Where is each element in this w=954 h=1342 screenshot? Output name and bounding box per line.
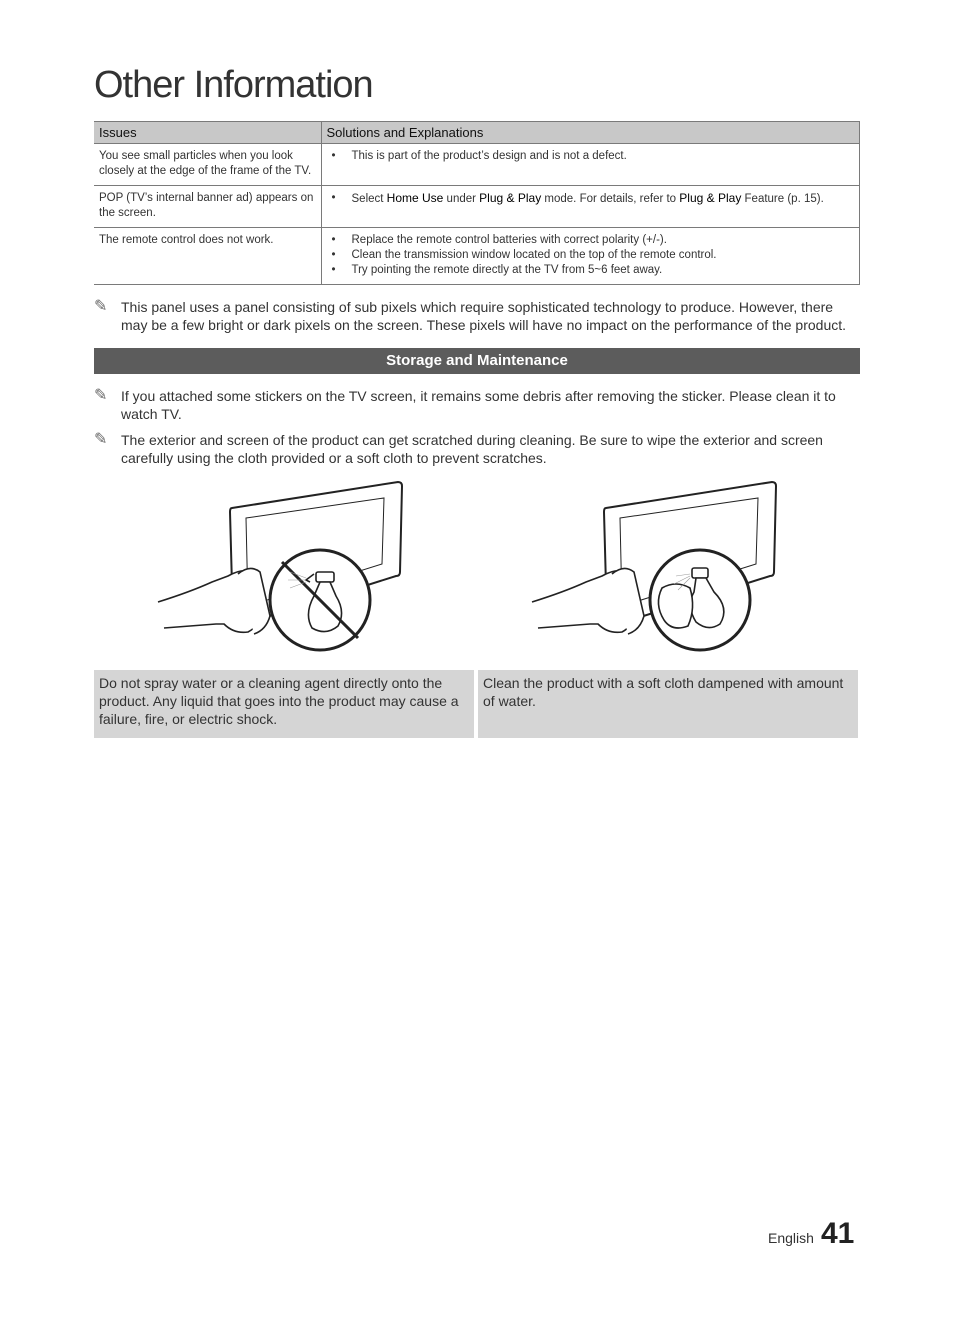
page-number: 41 <box>821 1217 855 1250</box>
note-scratch <box>94 431 862 467</box>
keyword-plug-and-play: Plug & Play <box>479 191 542 205</box>
spray-on-cloth-illustration <box>524 476 824 658</box>
table-row <box>94 144 860 186</box>
table-header-row <box>94 122 860 144</box>
solution-text: under <box>443 193 480 205</box>
issue-cell: The remote control does not work. <box>94 228 321 285</box>
solution-cell <box>321 144 860 186</box>
keyword-home-use: Home Use <box>386 191 444 205</box>
solution-item: • Try pointing the remote directly at the TV from 5~6 feet away. <box>332 263 855 278</box>
pencil-note-icon: ✎ <box>94 431 108 448</box>
solution-text: Select <box>351 193 387 205</box>
footer-language: English <box>768 1230 814 1246</box>
table-row <box>94 186 860 228</box>
solution-text: mode. For details, refer to <box>541 193 680 205</box>
solution-item: • Clean the transmission window located on the top of the remote control. <box>332 248 855 263</box>
table-row <box>94 228 860 285</box>
note-text: This panel uses a panel consisting of sub pixels which require sophisticated technology to produce. However, there may be a few bright or dark pixels on the screen. These pixels will have no impact on the performance of the product. <box>121 299 847 333</box>
solution-item: • Replace the remote control batteries with correct polarity (+/-). <box>332 233 855 248</box>
caption-soft-cloth: Clean the product with a soft cloth dampened with amount of water. <box>478 670 858 738</box>
solution-cell <box>321 228 860 285</box>
pencil-note-icon: ✎ <box>94 298 108 315</box>
solution-cell <box>321 186 860 228</box>
keyword-plug-and-play: Plug & Play <box>679 191 742 205</box>
page-title: Other Information <box>94 64 373 106</box>
solution-text: Feature (p. 15). <box>741 193 824 205</box>
note-text: If you attached some stickers on the TV screen, it remains some debris after removing the sticker. Please clean it to watch TV. <box>121 388 836 422</box>
note-text: The exterior and screen of the product can get scratched during cleaning. Be sure to wipe the exterior and screen carefully using the cloth provided or a soft cloth to prevent scratches. <box>121 432 823 466</box>
troubleshooting-table <box>94 121 860 285</box>
header-solutions: Solutions and Explanations <box>321 122 860 144</box>
pencil-note-icon: ✎ <box>94 387 108 404</box>
solution-item: • This is part of the product’s design and is not a defect. <box>332 149 855 164</box>
caption-no-spray: Do not spray water or a cleaning agent directly onto the product. Any liquid that goes into the product may cause a failure, fire, or electric shock. <box>94 670 474 738</box>
section-heading: Storage and Maintenance <box>94 348 860 374</box>
note-panel-pixels <box>94 298 862 334</box>
header-issues: Issues <box>94 122 321 144</box>
note-stickers <box>94 387 862 423</box>
issue-cell: POP (TV’s internal banner ad) appears on the screen. <box>94 186 321 228</box>
issue-cell: You see small particles when you look closely at the edge of the frame of the TV. <box>94 144 321 186</box>
no-spray-on-tv-illustration <box>150 476 450 658</box>
solution-item <box>332 191 855 207</box>
